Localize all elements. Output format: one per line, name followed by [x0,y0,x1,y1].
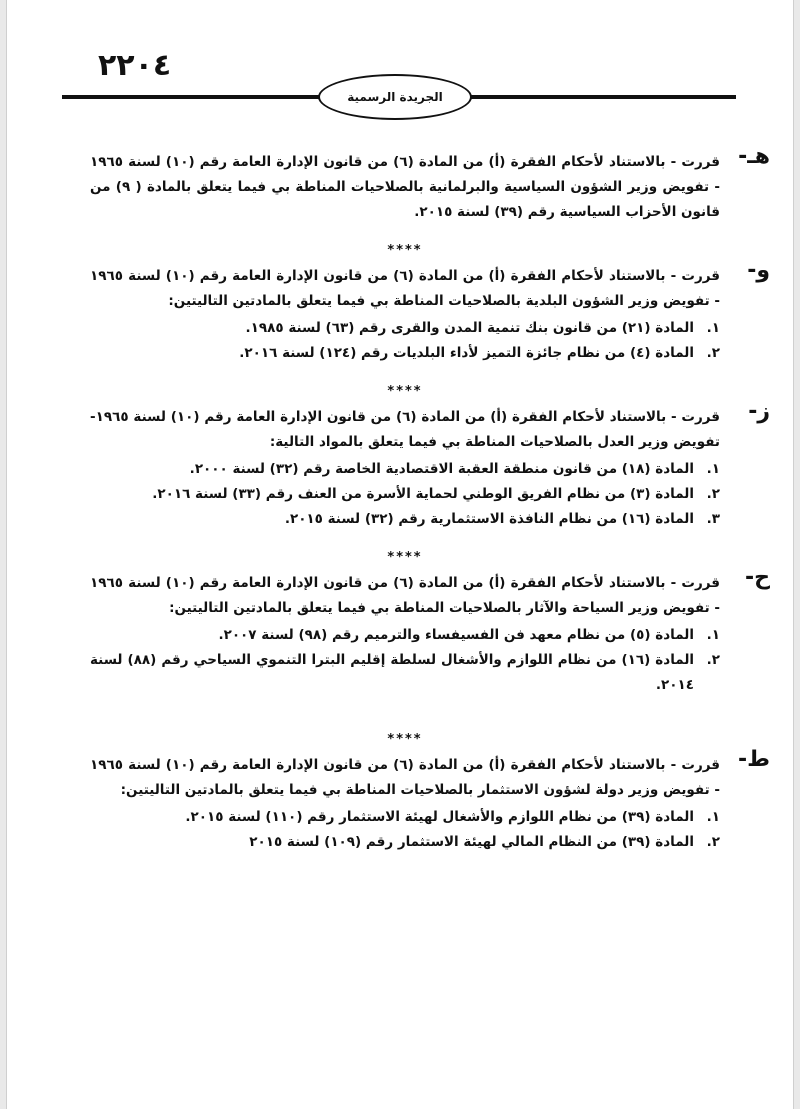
item-text: المادة (٣٩) من نظام اللوازم والأشغال لهيئة الاستثمار رقم (١١٠) لسنة ٢٠١٥. [185,809,694,825]
list-item [90,316,720,341]
section-letter: ح- [745,565,770,590]
item-text: المادة (١٦) من نظام اللوازم والأشغال لسلطة إقليم البترا التنموي السياحي رقم (٨٨) لسنة ٢٠١٤. [90,652,695,693]
list-item [90,482,720,507]
item-text: المادة (٣) من نظام الفريق الوطني لحماية الأسرة من العنف رقم (٣٣) لسنة ٢٠١٦. [152,486,694,502]
section-paragraph: قررت - بالاستناد لأحكام الفقرة (أ) من المادة (٦) من قانون الإدارة العامة رقم (١٠) لسنة ١٩٦٥ - تفويض وزير دولة لشؤون الاستثمار بالصلاحيات المناطة بي فيما يتعلق بالمادتين التاليتين: [90,757,720,798]
list-item [90,805,720,830]
section-paragraph: قررت - بالاستناد لأحكام الفقرة (أ) من المادة (٦) من قانون الإدارة العامة رقم (١٠) لسنة ١٩٦٥ - تفويض وزير الشؤون السياسية والبرلمانية بالصلاحيات المناطة بي فيما يتعلق بالمادة ( ٩) من قانون الأحزاب السياسية رقم (٣٩) لسنة ٢٠١٥. [90,154,720,220]
item-number: ٢. [706,834,720,850]
section-h [90,565,770,698]
item-number: ١. [706,809,720,825]
item-text: المادة (١٨) من قانون منطقة العقبة الاقتصادية الخاصة رقم (٣٢) لسنة ٢٠٠٠. [189,461,694,477]
section-e [90,144,770,225]
item-list [90,623,720,698]
section-letter: هـ- [738,144,770,169]
item-number: ٢. [706,486,720,502]
item-list [90,805,720,855]
document-body [90,144,770,855]
item-text: المادة (٣٩) من النظام المالي لهيئة الاستثمار رقم (١٠٩) لسنة ٢٠١٥ [249,834,694,850]
item-text: المادة (٤) من نظام جائزة التميز لأداء البلديات رقم (١٢٤) لسنة ٢٠١٦. [239,345,694,361]
separator: **** [387,384,423,399]
separator: **** [387,243,423,258]
list-item [90,830,720,855]
page-number: ٢٢٠٤ [98,48,172,83]
page-frame-right [793,0,800,1109]
separator: **** [387,550,423,565]
section-letter: ز- [748,399,770,424]
section-t [90,747,770,855]
section-w [90,258,770,366]
item-text: المادة (٢١) من قانون بنك تنمية المدن والقرى رقم (٦٣) لسنة ١٩٨٥. [245,320,694,336]
list-item [90,507,720,532]
page-frame-left [0,0,7,1109]
item-number: ٣. [706,511,720,527]
section-paragraph: قررت - بالاستناد لأحكام الفقرة (أ) من المادة (٦) من قانون الإدارة العامة رقم (١٠) لسنة ١٩٦٥ - تفويض وزير الشؤون البلدية بالصلاحيات المناطة بي فيما يتعلق بالمادتين التاليتين: [90,268,720,309]
item-number: ١. [706,627,720,643]
item-text: المادة (٥) من نظام معهد فن الفسيفساء والترميم رقم (٩٨) لسنة ٢٠٠٧. [218,627,694,643]
section-paragraph: قررت - بالاستناد لأحكام الفقرة (أ) من المادة (٦) من قانون الإدارة العامة رقم (١٠) لسنة ١٩٦٥ - تفويض وزير السياحة والآثار بالصلاحيات المناطة بي فيما يتعلق بالمادتين التاليتين: [90,575,720,616]
section-letter: ط- [738,747,770,772]
item-text: المادة (١٦) من نظام النافذة الاستثمارية رقم (٣٢) لسنة ٢٠١٥. [284,511,694,527]
item-number: ١. [706,461,720,477]
section-letter: و- [747,258,770,283]
list-item [90,457,720,482]
list-item [90,341,720,366]
item-list [90,316,720,366]
list-item [90,648,720,698]
item-list [90,457,720,532]
section-z [90,399,770,532]
item-number: ١. [706,320,720,336]
item-number: ٢. [706,652,720,668]
header-title: الجريدة الرسمية [318,74,472,120]
list-item [90,623,720,648]
item-number: ٢. [706,345,720,361]
section-paragraph: قررت - بالاستناد لأحكام الفقرة (أ) من المادة (٦) من قانون الإدارة العامة رقم (١٠) لسنة ١٩٦٥- تفويض وزير العدل بالصلاحيات المناطة بي فيما يتعلق بالمواد التالية: [90,409,720,450]
separator: **** [387,732,423,747]
